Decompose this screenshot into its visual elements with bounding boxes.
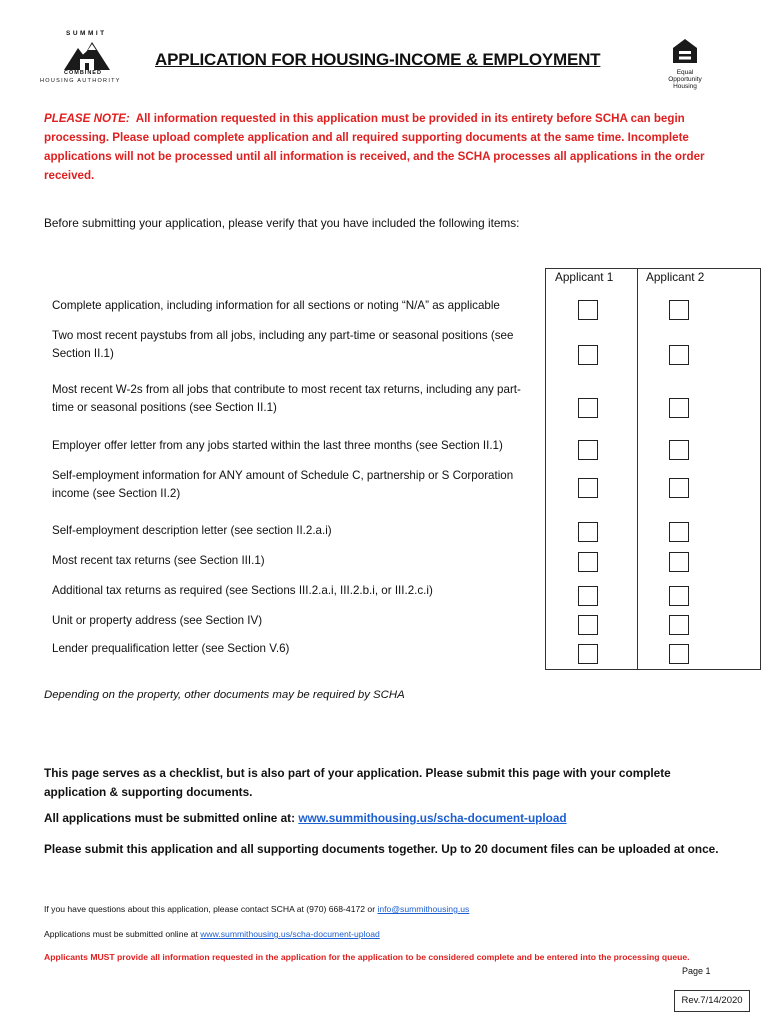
logo-word-summit: SUMMIT <box>66 30 107 37</box>
submit-online-prefix: All applications must be submitted online at: <box>44 811 299 825</box>
checklist-grid <box>545 268 761 670</box>
checklist-item-complete-application: Complete application, including information for all sections or noting “N/A” as applicable <box>52 299 500 312</box>
must-provide-warning: Applicants MUST provide all information requested in the application for the application to be considered complete and be entered into the processing queue. <box>44 952 690 962</box>
logo-word-combined: COMBINED <box>64 70 102 76</box>
grid-divider <box>637 269 638 669</box>
submit-online-small-prefix: Applications must be submitted online at <box>44 929 201 939</box>
submit-online-line <box>44 811 567 825</box>
checklist-item-additional-tax-returns: Additional tax returns as required (see Sections III.2.a.i, III.2.b.i, or III.2.c.i) <box>52 584 433 597</box>
page-title: APPLICATION FOR HOUSING-INCOME & EMPLOYMENT <box>155 50 601 69</box>
checkbox-applicant-2-item-2[interactable] <box>669 345 689 365</box>
logo-word-housing-authority: HOUSING AUTHORITY <box>40 78 121 84</box>
checkbox-applicant-1-item-3[interactable] <box>578 398 598 418</box>
checklist-item-tax-returns: Most recent tax returns (see Section III.1) <box>52 554 265 567</box>
col-header-applicant-1: Applicant 1 <box>555 270 614 284</box>
checkbox-applicant-1-item-2[interactable] <box>578 345 598 365</box>
please-note-body: All information requested in this application must be provided in its entirety before SCHA can begin processing. Please upload complete application and all required supporting documents at the same time. Incomplete applications will not be processed until all information is received, and the SCHA processes all applications in the order received. <box>44 112 705 182</box>
checkbox-applicant-1-item-1[interactable] <box>578 300 598 320</box>
checkbox-applicant-1-item-8[interactable] <box>578 586 598 606</box>
submit-together-note: Please submit this application and all supporting documents together. Up to 20 document files can be uploaded at once. <box>44 842 719 856</box>
checkbox-applicant-1-item-10[interactable] <box>578 644 598 664</box>
checklist-item-property-address: Unit or property address (see Section IV) <box>52 614 263 627</box>
equal-housing-icon <box>672 38 698 64</box>
other-documents-note: Depending on the property, other documents may be required by SCHA <box>44 689 405 701</box>
mountain-house-logo-icon <box>64 38 110 70</box>
questions-prefix: If you have questions about this application, please contact SCHA at (970) 668-4172 or <box>44 904 378 914</box>
eho-line-2: Housing <box>673 83 697 90</box>
checkbox-applicant-2-item-8[interactable] <box>669 586 689 606</box>
email-link[interactable]: info@summithousing.us <box>377 904 470 914</box>
checkbox-applicant-2-item-3[interactable] <box>669 398 689 418</box>
intro-text: Before submitting your application, please verify that you have included the following items: <box>44 216 520 230</box>
checklist-item-self-employment: Self-employment information for ANY amount of Schedule C, partnership or S Corporation income (see Section II.2) <box>52 469 514 500</box>
checkbox-applicant-2-item-5[interactable] <box>669 478 689 498</box>
equal-housing-badge <box>660 38 710 90</box>
checkbox-applicant-1-item-6[interactable] <box>578 522 598 542</box>
checklist-item-lender-letter: Lender prequalification letter (see Section V.6) <box>52 642 290 655</box>
checklist-item-paystubs: Two most recent paystubs from all jobs, including any part-time or seasonal positions (see Section II.1) <box>52 329 514 360</box>
eho-line-1: Equal Opportunity <box>668 69 702 83</box>
checklist-item-w2s: Most recent W-2s from all jobs that contribute to most recent tax returns, including any part-time or seasonal positions (see Section II.1) <box>52 383 521 414</box>
checkbox-applicant-2-item-6[interactable] <box>669 522 689 542</box>
checkbox-applicant-2-item-7[interactable] <box>669 552 689 572</box>
checkbox-applicant-1-item-4[interactable] <box>578 440 598 460</box>
checkbox-applicant-1-item-7[interactable] <box>578 552 598 572</box>
scha-logo <box>40 30 136 88</box>
checkbox-applicant-2-item-4[interactable] <box>669 440 689 460</box>
please-note-lead: PLEASE NOTE: <box>44 112 130 125</box>
upload-link[interactable]: www.summithousing.us/scha-document-upload <box>298 811 567 825</box>
checklist-item-self-employment-letter: Self-employment description letter (see section II.2.a.i) <box>52 524 332 537</box>
checklist-item-offer-letter: Employer offer letter from any jobs started within the last three months (see Section II.1) <box>52 439 503 452</box>
checkbox-applicant-1-item-5[interactable] <box>578 478 598 498</box>
checkbox-applicant-2-item-10[interactable] <box>669 644 689 664</box>
please-note <box>44 109 714 185</box>
checkbox-applicant-1-item-9[interactable] <box>578 615 598 635</box>
checklist-notice: This page serves as a checklist, but is also part of your application. Please submit this page with your complete application & supporting documents. <box>44 766 671 799</box>
checkbox-applicant-2-item-9[interactable] <box>669 615 689 635</box>
questions-line <box>44 904 469 914</box>
checkbox-applicant-2-item-1[interactable] <box>669 300 689 320</box>
page-number: Page 1 <box>682 966 711 976</box>
upload-link-small[interactable]: www.summithousing.us/scha-document-upload <box>200 929 380 939</box>
col-header-applicant-2: Applicant 2 <box>646 270 705 284</box>
revision-box: Rev.7/14/2020 <box>674 990 750 1012</box>
submit-online-small-line <box>44 929 380 939</box>
